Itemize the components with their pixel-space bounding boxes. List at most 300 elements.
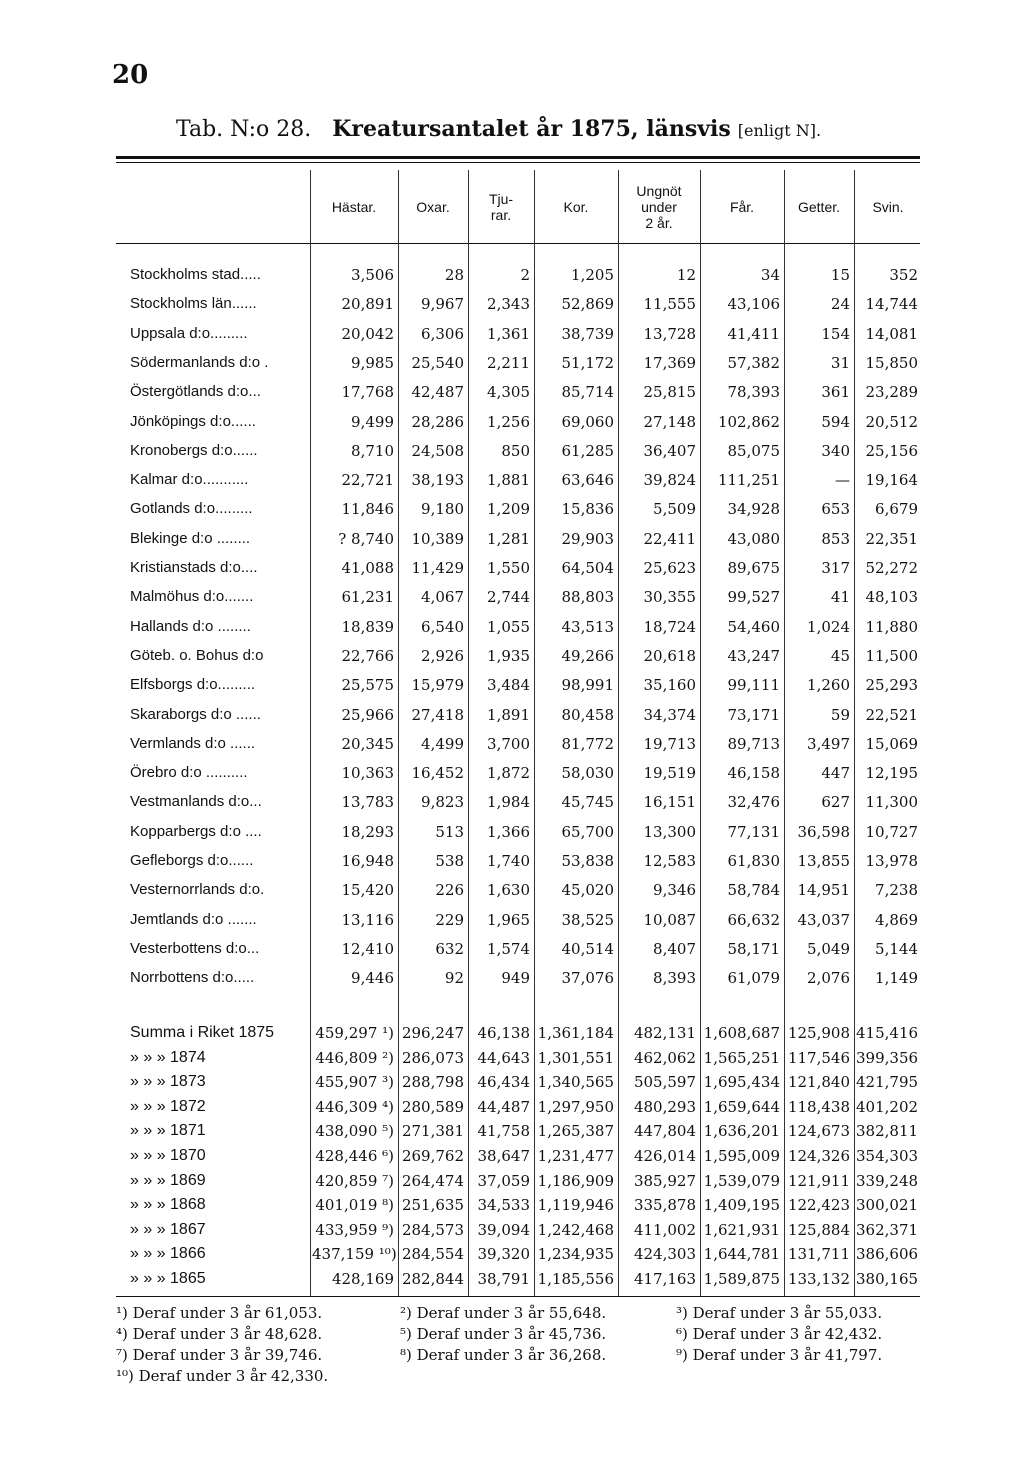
table-cell: 4,869 — [875, 910, 918, 929]
table-cell: 38,739 — [561, 324, 614, 343]
top-rule-thin — [116, 162, 920, 163]
table-cell: 1,205 — [571, 266, 614, 284]
table-cell: 49,266 — [561, 646, 614, 665]
table-cell: 25,540 — [411, 353, 464, 372]
table-cell: 125,884 — [787, 1220, 850, 1239]
table-cell: 58,171 — [727, 939, 780, 958]
row-label: » » » 1865 — [130, 1270, 206, 1287]
table-cell: 99,111 — [727, 676, 780, 695]
table-cell: 46,138 — [477, 1024, 530, 1042]
table-cell: 11,555 — [643, 295, 696, 314]
row-label: Gefleborgs d:o...... — [130, 852, 254, 869]
table-cell: 2,076 — [807, 969, 850, 988]
table-cell: 1,149 — [875, 969, 918, 988]
table-cell: 627 — [821, 793, 850, 812]
table-cell: 39,320 — [477, 1245, 530, 1264]
row-label: » » » 1871 — [130, 1122, 206, 1140]
table-cell: 850 — [501, 441, 530, 460]
table-cell: 45,020 — [561, 881, 614, 900]
table-cell: 41,758 — [477, 1122, 530, 1141]
table-cell: 1,589,875 — [703, 1270, 780, 1288]
table-cell: 15,850 — [865, 353, 918, 372]
table-row — [0, 295, 1024, 323]
table-cell: 399,356 — [856, 1048, 919, 1067]
table-cell: 117,546 — [787, 1048, 850, 1067]
table-cell: 286,073 — [401, 1048, 464, 1067]
table-cell: 154 — [821, 324, 850, 343]
table-cell: 3,506 — [351, 266, 394, 284]
table-cell: 280,589 — [401, 1097, 464, 1116]
table-cell: 1,242,468 — [537, 1220, 614, 1239]
table-cell: 25,966 — [341, 705, 394, 724]
table-cell: 446,809 ²) — [315, 1048, 394, 1067]
table-cell: 1,630 — [487, 881, 530, 900]
table-cell: 12,583 — [643, 852, 696, 870]
table-cell: 361 — [821, 383, 850, 402]
table-heading: Kreatursantalet år 1875, länsvis — [332, 116, 731, 142]
table-cell: 20,618 — [643, 646, 696, 665]
table-cell: 282,844 — [401, 1270, 464, 1288]
row-label: Örebro d:o .......... — [130, 764, 248, 782]
table-row — [0, 969, 1024, 997]
table-cell: 17,369 — [643, 353, 696, 372]
table-cell: 27,148 — [643, 412, 696, 431]
table-cell: 12 — [676, 266, 696, 284]
table-cell: 15,420 — [341, 881, 394, 900]
table-cell: 54,460 — [727, 617, 780, 636]
table-cell: 284,573 — [401, 1220, 464, 1239]
row-label: Elfsborgs d:o......... — [130, 676, 256, 694]
row-label: Göteb. o. Bohus d:o — [130, 646, 264, 664]
row-label: Blekinge d:o ........ — [130, 529, 251, 547]
table-cell: 1,361 — [487, 324, 530, 343]
table-cell: 12,410 — [341, 939, 394, 958]
table-cell: 78,393 — [727, 383, 780, 402]
table-cell: 44,487 — [477, 1097, 530, 1116]
table-cell: 8,407 — [653, 939, 696, 958]
table-cell: 1,644,781 — [703, 1245, 780, 1264]
table-cell: 27,418 — [411, 705, 464, 724]
table-cell: 296,247 — [401, 1024, 464, 1042]
table-cell: 6,679 — [875, 500, 918, 519]
table-cell: 8,393 — [653, 969, 696, 988]
table-cell: 1,621,931 — [703, 1220, 780, 1239]
row-label: Östergötlands d:o... — [130, 383, 261, 401]
table-cell: 5,049 — [807, 939, 850, 958]
table-cell: 428,169 — [331, 1270, 394, 1288]
table-cell: 9,180 — [421, 500, 464, 519]
row-label: Jönköpings d:o...... — [130, 412, 256, 430]
table-cell: 61,231 — [341, 588, 394, 607]
table-cell: 13,855 — [797, 852, 850, 870]
table-cell: 131,711 — [787, 1245, 850, 1264]
table-cell: 35,160 — [643, 676, 696, 695]
table-cell: 1,659,644 — [703, 1097, 780, 1116]
table-cell: 11,500 — [865, 646, 918, 665]
table-row — [0, 706, 1024, 734]
table-cell: 853 — [821, 529, 850, 548]
table-cell: 58,784 — [727, 881, 780, 900]
table-cell: 339,248 — [856, 1171, 919, 1190]
table-cell: 401,202 — [856, 1097, 919, 1116]
table-cell: 335,878 — [633, 1196, 696, 1215]
row-label: » » » 1866 — [130, 1245, 206, 1263]
table-cell: 57,382 — [727, 353, 780, 372]
table-cell: 16,151 — [643, 793, 696, 812]
table-cell: 23,289 — [865, 383, 918, 402]
table-cell: 118,438 — [787, 1097, 850, 1116]
table-cell: 43,106 — [727, 295, 780, 314]
table-cell: 1,024 — [807, 617, 850, 636]
table-cell: 1,881 — [487, 471, 530, 490]
table-row — [0, 559, 1024, 587]
table-cell: 420,859 ⁷) — [315, 1171, 394, 1190]
table-cell: 1,055 — [487, 617, 530, 636]
table-cell: 85,075 — [727, 441, 780, 460]
table-cell: 30,355 — [643, 588, 696, 607]
table-row — [0, 266, 1024, 294]
footnote: ³) Deraf under 3 år 55,033. — [676, 1304, 883, 1322]
table-cell: 12,195 — [865, 764, 918, 783]
table-cell: 51,172 — [561, 353, 614, 372]
table-cell: 1,891 — [487, 705, 530, 724]
table-cell: 22,351 — [865, 529, 918, 548]
table-cell: 80,458 — [561, 705, 614, 724]
table-cell: 1,965 — [487, 910, 530, 929]
table-cell: 385,927 — [633, 1171, 696, 1190]
table-cell: 61,830 — [727, 852, 780, 870]
table-cell: 39,094 — [477, 1220, 530, 1239]
table-cell: 38,791 — [477, 1270, 530, 1288]
table-cell: 34,374 — [643, 705, 696, 724]
table-cell: 411,002 — [633, 1220, 696, 1239]
table-cell: 437,159 ¹⁰) — [312, 1245, 397, 1264]
table-row — [0, 618, 1024, 646]
table-cell: 46,434 — [477, 1073, 530, 1092]
table-cell: 22,766 — [341, 646, 394, 665]
table-cell: 52,869 — [561, 295, 614, 314]
table-cell: 4,305 — [487, 383, 530, 402]
table-cell: 46,158 — [727, 764, 780, 783]
footnote: ¹) Deraf under 3 år 61,053. — [116, 1304, 323, 1322]
table-cell: 354,303 — [856, 1147, 919, 1165]
table-cell: 428,446 ⁶) — [315, 1147, 394, 1165]
table-cell: 53,838 — [561, 852, 614, 870]
table-cell: 1,565,251 — [703, 1048, 780, 1067]
table-cell: 1,550 — [487, 559, 530, 577]
table-cell: 64,504 — [561, 559, 614, 577]
row-label: Gotlands d:o......... — [130, 500, 253, 518]
table-cell: 61,079 — [727, 969, 780, 988]
table-cell: 3,700 — [487, 734, 530, 753]
table-cell: 13,116 — [341, 910, 394, 929]
table-cell: 44,643 — [477, 1048, 530, 1067]
table-cell: 417,163 — [633, 1270, 696, 1288]
table-cell: 415,416 — [856, 1024, 919, 1042]
table-cell: 37,059 — [477, 1171, 530, 1190]
table-cell: 22,521 — [865, 705, 918, 724]
footnote: ⁸) Deraf under 3 år 36,268. — [400, 1346, 607, 1364]
table-cell: 15,979 — [411, 676, 464, 695]
row-label: Vestmanlands d:o... — [130, 793, 262, 811]
table-cell: 121,840 — [787, 1073, 850, 1092]
table-cell: 1,595,009 — [703, 1147, 780, 1165]
table-cell: 513 — [435, 822, 464, 841]
table-cell: 11,846 — [341, 500, 394, 519]
table-cell: 438,090 ⁵) — [315, 1122, 394, 1141]
table-cell: 9,499 — [351, 412, 394, 431]
table-cell: 43,247 — [727, 646, 780, 665]
row-label: » » » 1867 — [130, 1220, 206, 1238]
row-label: Vesternorrlands d:o. — [130, 881, 265, 899]
table-cell: 15 — [830, 266, 850, 284]
table-cell: 459,297 ¹) — [315, 1024, 394, 1042]
table-cell: 20,042 — [341, 324, 394, 343]
table-cell: 36,407 — [643, 441, 696, 460]
table-cell: 632 — [435, 939, 464, 958]
table-cell: 284,554 — [401, 1245, 464, 1264]
row-label: Kronobergs d:o...... — [130, 441, 258, 459]
row-label: Södermanlands d:o . — [130, 353, 269, 371]
table-row — [0, 852, 1024, 880]
table-cell: 38,193 — [411, 471, 464, 490]
table-cell: 1,539,079 — [703, 1171, 780, 1190]
table-cell: 482,131 — [633, 1024, 696, 1042]
table-cell: 949 — [501, 969, 530, 988]
table-source: [enligt N]. — [737, 121, 822, 140]
table-cell: 1,872 — [487, 764, 530, 783]
table-cell: 1,361,184 — [537, 1024, 614, 1042]
table-row — [0, 471, 1024, 499]
table-cell: 653 — [821, 500, 850, 519]
table-cell: 13,728 — [643, 324, 696, 343]
table-cell: 89,675 — [727, 559, 780, 577]
column-header: Getter. — [797, 199, 841, 215]
table-cell: 1,409,195 — [703, 1196, 780, 1215]
table-cell: 41 — [830, 588, 850, 607]
table-cell: 41,411 — [727, 324, 780, 343]
table-row — [0, 383, 1024, 411]
table-title — [176, 116, 821, 142]
table-cell: — — [835, 471, 850, 490]
table-cell: 98,991 — [561, 676, 614, 695]
table-cell: 251,635 — [401, 1196, 464, 1215]
row-label: Summa i Riket 1875 — [130, 1024, 275, 1041]
row-label: Kopparbergs d:o .... — [130, 822, 262, 840]
table-cell: 15,836 — [561, 500, 614, 519]
table-cell: 340 — [821, 441, 850, 460]
table-cell: 99,527 — [727, 588, 780, 607]
table-cell: 124,673 — [787, 1122, 850, 1141]
table-cell: 58,030 — [561, 764, 614, 783]
row-label: Kristianstads d:o.... — [130, 559, 258, 576]
table-cell: 25,293 — [865, 676, 918, 695]
table-cell: 41,088 — [341, 559, 394, 577]
table-cell: 20,345 — [341, 734, 394, 753]
footnote: ⁹) Deraf under 3 år 41,797. — [676, 1346, 883, 1364]
table-cell: 14,951 — [797, 881, 850, 900]
table-cell: 455,907 ³) — [315, 1073, 394, 1092]
table-cell: 19,519 — [643, 764, 696, 783]
table-cell: 1,636,201 — [703, 1122, 780, 1141]
table-cell: 480,293 — [633, 1097, 696, 1116]
table-cell: 3,497 — [807, 734, 850, 753]
table-cell: 11,300 — [865, 793, 918, 812]
table-cell: 5,144 — [875, 939, 918, 958]
table-cell: 52,272 — [865, 559, 918, 577]
table-cell: 1,984 — [487, 793, 530, 812]
table-row — [0, 413, 1024, 441]
table-cell: 77,131 — [727, 822, 780, 841]
table-row — [0, 530, 1024, 558]
row-label: Skaraborgs d:o ...... — [130, 705, 261, 723]
table-cell: 16,452 — [411, 764, 464, 783]
table-cell: 401,019 ⁸) — [315, 1196, 394, 1215]
table-cell: 14,744 — [865, 295, 918, 314]
table-cell: 25,815 — [643, 383, 696, 402]
table-cell: 11,429 — [411, 559, 464, 577]
table-number: Tab. N:o 28. — [176, 117, 312, 142]
table-cell: 269,762 — [401, 1147, 464, 1165]
table-row — [0, 354, 1024, 382]
table-cell: 43,513 — [561, 617, 614, 636]
table-cell: 10,389 — [411, 529, 464, 548]
table-cell: 66,632 — [727, 910, 780, 929]
table-row — [0, 764, 1024, 792]
table-cell: 352 — [889, 266, 918, 284]
row-label: Vesterbottens d:o... — [130, 939, 260, 957]
table-cell: 59 — [830, 705, 850, 724]
row-label: » » » 1874 — [130, 1048, 206, 1066]
table-cell: 1,297,950 — [537, 1097, 614, 1116]
table-cell: 36,598 — [797, 822, 850, 841]
table-cell: 4,067 — [421, 588, 464, 607]
table-cell: 25,623 — [643, 559, 696, 577]
table-cell: 421,795 — [856, 1073, 919, 1092]
footnote: ¹⁰) Deraf under 3 år 42,330. — [116, 1367, 329, 1385]
row-label: Jemtlands d:o ....... — [130, 910, 257, 928]
footnote: ⁷) Deraf under 3 år 39,746. — [116, 1346, 323, 1364]
table-cell: 81,772 — [561, 734, 614, 753]
table-cell: 85,714 — [561, 383, 614, 402]
row-label: » » » 1873 — [130, 1073, 206, 1091]
table-cell: 10,363 — [341, 764, 394, 783]
table-cell: 34,533 — [477, 1196, 530, 1215]
table-cell: 1,185,556 — [537, 1270, 614, 1288]
column-header: Får. — [729, 199, 755, 215]
row-label: Kalmar d:o........... — [130, 471, 249, 489]
table-cell: 18,293 — [341, 822, 394, 841]
table-cell: 447 — [821, 764, 850, 783]
table-cell: 45 — [830, 646, 850, 665]
table-cell: 13,300 — [643, 822, 696, 841]
table-cell: 65,700 — [561, 822, 614, 841]
column-header: Kor. — [563, 199, 589, 215]
table-cell: 15,069 — [865, 734, 918, 753]
table-cell: 1,186,909 — [537, 1171, 614, 1190]
page-number: 20 — [112, 60, 149, 90]
table-cell: 2,926 — [421, 646, 464, 665]
row-label: » » » 1872 — [130, 1097, 206, 1115]
table-cell: 9,985 — [351, 353, 394, 372]
table-cell: 6,306 — [421, 324, 464, 343]
table-cell: 1,695,434 — [703, 1073, 780, 1092]
table-cell: 1,574 — [487, 939, 530, 958]
table-row — [0, 793, 1024, 821]
table-cell: 43,037 — [797, 910, 850, 929]
table-cell: 2,343 — [487, 295, 530, 314]
table-cell: 42,487 — [411, 383, 464, 402]
table-cell: 37,076 — [561, 969, 614, 988]
table-cell: 594 — [821, 412, 850, 431]
footnote: ²) Deraf under 3 år 55,648. — [400, 1304, 607, 1322]
table-row — [0, 325, 1024, 353]
table-cell: 1,231,477 — [537, 1147, 614, 1165]
table-cell: 19,164 — [865, 471, 918, 490]
table-cell: 426,014 — [633, 1147, 696, 1165]
table-cell: 264,474 — [401, 1171, 464, 1190]
table-cell: 2,211 — [487, 353, 530, 372]
row-label: » » » 1869 — [130, 1171, 206, 1189]
table-cell: 124,326 — [787, 1147, 850, 1165]
table-cell: 1,935 — [487, 646, 530, 665]
table-cell: 1,256 — [487, 412, 530, 431]
table-cell: 25,156 — [865, 441, 918, 460]
table-cell: 271,381 — [401, 1122, 464, 1141]
table-cell: 22,721 — [341, 471, 394, 490]
table-cell: 7,238 — [875, 881, 918, 900]
table-cell: 4,499 — [421, 734, 464, 753]
table-cell: 1,281 — [487, 529, 530, 548]
table-cell: 28,286 — [411, 412, 464, 431]
table-cell: 447,804 — [633, 1122, 696, 1141]
table-cell: 2 — [520, 266, 530, 284]
table-cell: 386,606 — [856, 1245, 919, 1264]
header-rule — [116, 243, 920, 244]
table-cell: 9,346 — [653, 881, 696, 900]
table-cell: 424,303 — [633, 1245, 696, 1264]
table-cell: 63,646 — [561, 471, 614, 490]
table-cell: 29,903 — [561, 529, 614, 548]
table-cell: 39,824 — [643, 471, 696, 490]
row-label: Uppsala d:o......... — [130, 324, 248, 342]
row-label: » » » 1870 — [130, 1147, 206, 1164]
row-label: Vermlands d:o ...... — [130, 734, 256, 752]
row-label: » » » 1868 — [130, 1196, 206, 1214]
footnote: ⁶) Deraf under 3 år 42,432. — [676, 1325, 883, 1343]
table-cell: 538 — [435, 852, 464, 870]
table-cell: 34,928 — [727, 500, 780, 519]
table-cell: 25,575 — [341, 676, 394, 695]
table-cell: 1,366 — [487, 822, 530, 841]
table-cell: 362,371 — [856, 1220, 919, 1239]
table-cell: 13,978 — [865, 852, 918, 870]
table-cell: 1,209 — [487, 500, 530, 519]
row-label: Stockholms stad..... — [130, 266, 261, 283]
table-cell: 382,811 — [856, 1122, 919, 1141]
column-header: Ungnöt under 2 år. — [636, 183, 682, 231]
footnote: ⁵) Deraf under 3 år 45,736. — [400, 1325, 607, 1343]
table-cell: 1,234,935 — [537, 1245, 614, 1264]
table-cell: 14,081 — [865, 324, 918, 343]
table-cell: 24 — [830, 295, 850, 314]
table-cell: 38,647 — [477, 1147, 530, 1165]
column-header: Oxar. — [416, 199, 450, 215]
table-cell: 89,713 — [727, 734, 780, 753]
table-cell: 229 — [435, 910, 464, 929]
table-row — [0, 676, 1024, 704]
table-cell: 48,103 — [865, 588, 918, 607]
